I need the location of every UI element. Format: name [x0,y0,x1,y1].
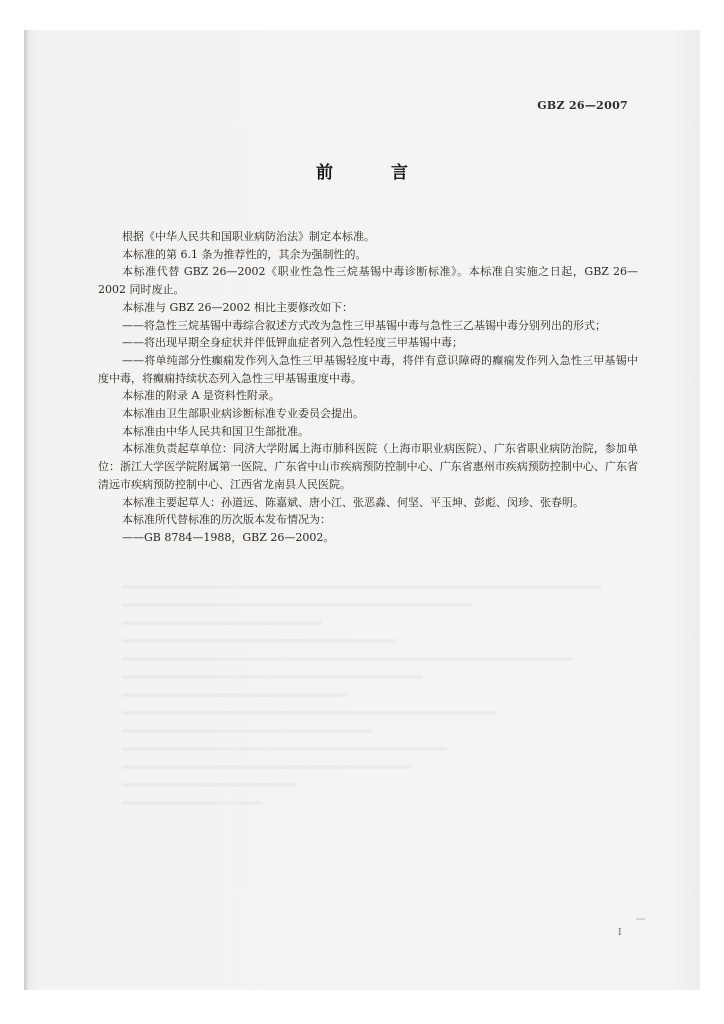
paragraph: ——GB 8784—1988，GBZ 26—2002。 [122,530,335,544]
paragraph: 本标准负责起草单位：同济大学附属上海市肺科医院（上海市职业病医院）、广东省职业病防治院，参加单位：浙江大学医学院附属第一医院、广东省中山市疾病预防控制中心、广东省惠州市疾病预防控制中心、广东省清远市疾病预防控制中心、江西省龙南县人民医院。 [98,442,638,491]
paragraph: 本标准主要起草人：孙道远、陈嘉斌、唐小江、张恶淼、何坚、平玉坤、彭彪、闵珍、张春明。 [122,495,584,509]
paragraph: 本标准的附录 A 是资料性附录。 [122,389,280,403]
paragraph: 本标准所代替标准的历次版本发布情况为： [122,513,331,527]
page-title: 前 言 [316,163,434,183]
paragraph: 本标准由卫生部职业病诊断标准专业委员会提出。 [122,407,364,421]
paragraph: 本标准由中华人民共和国卫生部批准。 [122,424,309,438]
paragraph: 根据《中华人民共和国职业病防治法》制定本标准。 [122,230,375,243]
paragraph: 本标准与 GBZ 26—2002 相比主要修改如下： [122,300,353,314]
paragraph: ——将单纯部分性癫痫发作列入急性三甲基锡轻度中毒，将伴有意识障碍的癫痫发作列入急性三甲基锡中度中毒，将癫痫持续状态列入急性三甲基锡重度中毒。 [98,353,638,385]
paragraph: 本标准的第 6.1 条为推荐性的，其余为强制性的。 [122,247,367,261]
standard-code: GBZ 26—2007 [537,99,628,112]
scan-mark [636,918,645,920]
paragraph: ——将急性三烷基锡中毒综合叙述方式改为急性三甲基锡中毒与急性三乙基锡中毒分别列出的形式； [122,318,606,332]
page-number: I [618,928,622,938]
paragraph: 本标准代替 GBZ 26—2002《职业性急性三烷基锡中毒诊断标准》。本标准自实施之日起，GBZ 26—2002 同时废止。 [98,265,638,297]
foreword-body [98,228,638,547]
paragraph: ——将出现早期全身症状并伴低钾血症者列入急性轻度三甲基锡中毒； [122,336,463,350]
bleed-through-lines [122,585,622,819]
